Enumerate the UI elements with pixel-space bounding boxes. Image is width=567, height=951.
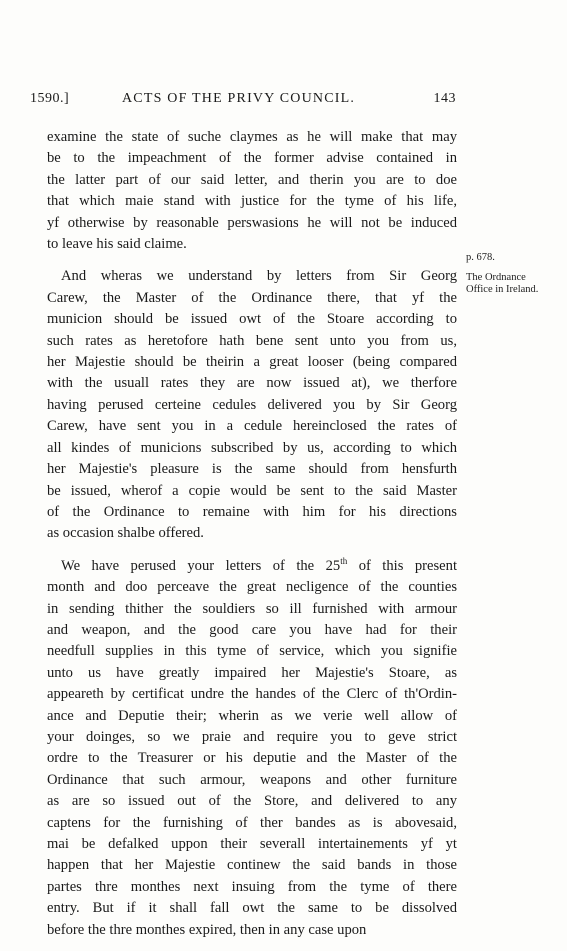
text-line: of the Ordinance to remaine with him for his directions [47, 503, 457, 520]
text-line: Ordinance that such armour, weapons and other furniture [47, 771, 457, 788]
text-line: partes thre monthes next insuing from the tyme of there [47, 878, 457, 895]
text-line: needfull supplies in this tyme of service, which you signifie [47, 643, 457, 660]
paragraph-gap [47, 255, 457, 266]
margin-note-subject: The Ordnance Office in Ireland. [466, 272, 539, 295]
paragraph [47, 556, 457, 941]
header-title: ACTS OF THE PRIVY COUNCIL. [122, 91, 356, 106]
text-line: yf otherwise by reasonable perswasions he will not be induced [47, 214, 457, 231]
paragraph [47, 127, 457, 255]
text-line: before the thre monthes expired, then in any case upon [47, 921, 367, 938]
text-line: in sending thither the souldiers so ill furnished with armour [47, 600, 457, 617]
text-line: entry. But if it shall fall owt the same to be dissolved [47, 900, 457, 917]
text-line: happen that her Majestie continew the said bands in those [47, 857, 457, 874]
text-line: and weapon, and the good care you have had for their [47, 621, 457, 638]
text-line: month and doo perceave the great necligence of the counties [47, 579, 457, 596]
text-line: that which maie stand with justice for the tyme of his life, [47, 193, 457, 210]
text-line: with the usuall rates they are now issued at), we therfore [47, 375, 457, 392]
text-line: her Majestie's pleasure is the same should from hensfurth [47, 461, 457, 478]
text-line: be issued, wherof a copie would be sent to the said Master [47, 482, 457, 499]
text-line: ance and Deputie their; wherin as we verie well allow of [47, 707, 457, 724]
page-number: 143 [433, 91, 456, 106]
text-line: captens for the furnishing of ther bandes as is abovesaid, [47, 814, 457, 831]
text-line: such rates as heretofore hath bene sent unto you from us, [47, 332, 457, 349]
body-text [47, 127, 457, 941]
text-line: Carew, the Master of the Ordinance there, that yf the [47, 289, 457, 306]
text-line: your doinges, so we praie and require you to geve strict [47, 728, 457, 745]
text-line: examine the state of suche claymes as he will make that may [47, 129, 457, 145]
text-line: Carew, have sent you in a cedule hereinclosed the rates of [47, 418, 457, 435]
text-line: We have perused your letters of the 25th of this present [61, 555, 457, 574]
text-line: ordre to the Treasurer or his deputie and the Master of the [47, 750, 457, 767]
text-line: having perused certeine cedules delivered you by Sir Georg [47, 396, 457, 413]
text-line: be to the impeachment of the former advise contained in [47, 150, 457, 167]
paragraph [47, 266, 457, 544]
text-line: the latter part of our said letter, and therin you are to doe [47, 171, 457, 188]
text-line: mai be defalked uppon their severall intertainements yf yt [47, 836, 457, 852]
text-line: unto us have greatly impaired her Majestie's Stoare, as [47, 664, 457, 681]
text-line: all kindes of municions subscribed by us, according to which [47, 439, 457, 456]
text-line: municion should be issued owt of the Stoare according to [47, 311, 457, 328]
text-line: And wheras we understand by letters from Sir Georg [61, 268, 457, 285]
header-year: 1590.] [30, 91, 70, 106]
text-line: as occasion shalbe offered. [47, 525, 204, 542]
running-header [30, 91, 456, 111]
text-line: to leave his said claime. [47, 236, 187, 253]
text-line: appeareth by certificat undre the handes of the Clerc of th'Ordin- [47, 686, 457, 703]
text-line: her Majestie should be theirin a great looser (being compared [47, 354, 457, 371]
paragraph-gap [47, 545, 457, 556]
text-line: as are so issued out of the Store, and delivered to any [47, 793, 457, 810]
margin-note-reference: p. 678. [466, 252, 495, 263]
